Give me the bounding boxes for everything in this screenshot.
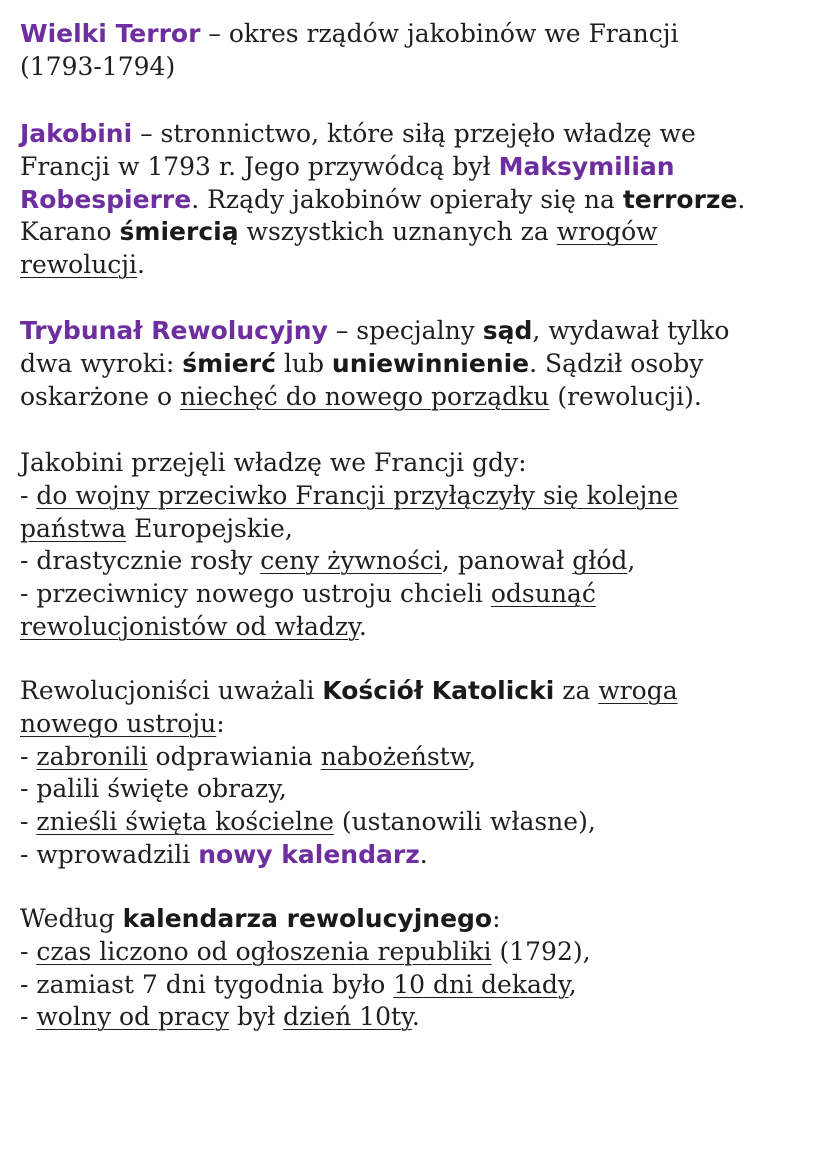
text: Jakobini przejęli władzę we Francji gdy: bbox=[20, 448, 527, 477]
text-line bbox=[20, 381, 820, 414]
text-line bbox=[20, 708, 820, 741]
text: - bbox=[20, 1002, 37, 1032]
text-line bbox=[20, 184, 820, 217]
text: - palili święte obrazy, bbox=[20, 774, 287, 804]
text: – stronnictwo, które siłą przejęło władzę we bbox=[132, 119, 696, 148]
text: : bbox=[492, 904, 501, 933]
list-item bbox=[20, 839, 820, 872]
bold-kalendarza-rewolucyjnego: kalendarza rewolucyjnego bbox=[122, 904, 493, 933]
list-item bbox=[20, 806, 820, 839]
bold-smiercia: śmiercią bbox=[119, 217, 239, 247]
text: - zamiast 7 dni tygodnia było bbox=[20, 969, 394, 999]
list-item bbox=[20, 773, 820, 806]
paragraph-kalendarz bbox=[20, 903, 820, 1034]
text: Francji w 1793 r. Jego przywódcą był bbox=[20, 151, 499, 181]
text: : bbox=[216, 708, 225, 738]
text: Europejskie, bbox=[126, 513, 293, 543]
underlined-glod: głód bbox=[572, 546, 628, 576]
underlined-czas-liczono: czas liczono od ogłoszenia republiki bbox=[36, 936, 492, 966]
term-jakobini: Jakobini bbox=[20, 119, 133, 148]
text-line bbox=[20, 51, 820, 84]
text: wszystkich uznanych za bbox=[238, 217, 557, 247]
text-line bbox=[20, 18, 820, 51]
term-wielki-terror: Wielki Terror bbox=[20, 19, 201, 48]
text-line bbox=[20, 151, 820, 184]
text: , bbox=[568, 969, 577, 999]
underlined-niechec: niechęć do nowego porządku bbox=[179, 381, 550, 411]
underlined-wolny-od-pracy: wolny od pracy bbox=[36, 1002, 230, 1032]
text: - bbox=[20, 741, 37, 771]
list-item bbox=[20, 545, 820, 578]
text: . bbox=[737, 184, 746, 214]
text: odprawiania bbox=[147, 741, 321, 771]
text-line bbox=[20, 216, 820, 249]
text: . bbox=[358, 611, 367, 641]
bold-terrorze: terrorze bbox=[622, 184, 738, 214]
text: , panował bbox=[441, 546, 573, 576]
text: , wydawał tylko bbox=[532, 316, 730, 345]
list-item bbox=[20, 936, 820, 969]
text-line bbox=[20, 513, 820, 546]
paragraph-jakobini bbox=[20, 118, 820, 282]
text: (ustanowili własne), bbox=[333, 807, 596, 837]
text: - wprowadzili bbox=[20, 839, 199, 869]
text: za bbox=[554, 676, 599, 705]
text-line bbox=[20, 348, 820, 381]
paragraph-trybunal bbox=[20, 315, 820, 413]
bold-kosciol-katolicki: Kościół Katolicki bbox=[322, 676, 555, 705]
text: (1793-1794) bbox=[20, 51, 176, 81]
text: . bbox=[419, 839, 428, 869]
text: był bbox=[229, 1002, 284, 1032]
text-line bbox=[20, 447, 820, 480]
term-nowy-kalendarz: nowy kalendarz bbox=[198, 839, 420, 869]
text-line bbox=[20, 611, 820, 644]
text: (1792), bbox=[491, 936, 591, 966]
text: - bbox=[20, 480, 37, 510]
text: . bbox=[137, 250, 145, 280]
term-maksymilian: Maksymilian bbox=[498, 151, 675, 181]
underlined-odsunac: odsunąć bbox=[490, 579, 596, 609]
underlined-dzien-10ty: dzień 10ty bbox=[283, 1002, 412, 1032]
underlined-ceny: ceny żywności bbox=[260, 546, 442, 576]
text-line bbox=[20, 118, 820, 151]
text: - bbox=[20, 936, 37, 966]
text-line bbox=[20, 315, 820, 348]
text: oskarżone o bbox=[20, 381, 180, 411]
underlined-wojna: do wojny przeciwko Francji przyłączyły się kolejne bbox=[36, 480, 679, 510]
text: dwa wyroki: bbox=[20, 348, 183, 378]
term-trybunal-rewolucyjny: Trybunał Rewolucyjny bbox=[20, 316, 328, 345]
text: lub bbox=[275, 348, 332, 378]
underlined-zniesli: znieśli święta kościelne bbox=[36, 807, 334, 837]
paragraph-przejecie-wladzy bbox=[20, 447, 820, 644]
text: - bbox=[20, 807, 37, 837]
list-item bbox=[20, 969, 820, 1002]
underlined-10-dni-dekady: 10 dni dekady bbox=[393, 969, 569, 999]
text: - drastycznie rosły bbox=[20, 546, 261, 576]
text: – specjalny bbox=[327, 316, 483, 345]
text: , bbox=[468, 741, 477, 771]
underlined-nowego-ustroju: nowego ustroju bbox=[20, 708, 217, 738]
underlined-panstwa: państwa bbox=[20, 513, 127, 543]
text: Karano bbox=[20, 217, 120, 247]
text: Według bbox=[20, 904, 123, 933]
text: - przeciwnicy nowego ustroju chcieli bbox=[20, 579, 491, 609]
underlined-wrogow: wrogów bbox=[556, 217, 658, 247]
bold-uniewinnienie: uniewinnienie bbox=[331, 348, 530, 378]
paragraph-wielki-terror bbox=[20, 18, 820, 84]
text: – okres rządów jakobinów we Francji bbox=[200, 19, 679, 48]
list-item bbox=[20, 480, 820, 513]
text-line bbox=[20, 249, 820, 282]
underlined-zabronili: zabronili bbox=[36, 741, 148, 771]
text: . Rządy jakobinów opierały się na bbox=[191, 184, 623, 214]
text-line bbox=[20, 903, 820, 936]
list-item bbox=[20, 1001, 820, 1034]
text: . bbox=[411, 1002, 420, 1032]
list-item bbox=[20, 741, 820, 774]
text: (rewolucji). bbox=[549, 381, 702, 411]
underlined-wroga: wroga bbox=[598, 676, 678, 705]
text-line bbox=[20, 675, 820, 708]
bold-sad: sąd bbox=[482, 316, 533, 345]
paragraph-kosciol bbox=[20, 675, 820, 872]
list-item bbox=[20, 578, 820, 611]
underlined-nabozenstw: nabożeństw bbox=[320, 741, 469, 771]
bold-smierc: śmierć bbox=[182, 348, 276, 378]
text: Rewolucjoniści uważali bbox=[20, 676, 323, 705]
underlined-rewolucji: rewolucji bbox=[20, 250, 138, 280]
term-robespierre: Robespierre bbox=[20, 184, 192, 214]
underlined-rewolucjonistow: rewolucjonistów od władzy bbox=[20, 611, 359, 641]
text: , bbox=[627, 546, 636, 576]
text: . Sądził osoby bbox=[529, 348, 704, 378]
